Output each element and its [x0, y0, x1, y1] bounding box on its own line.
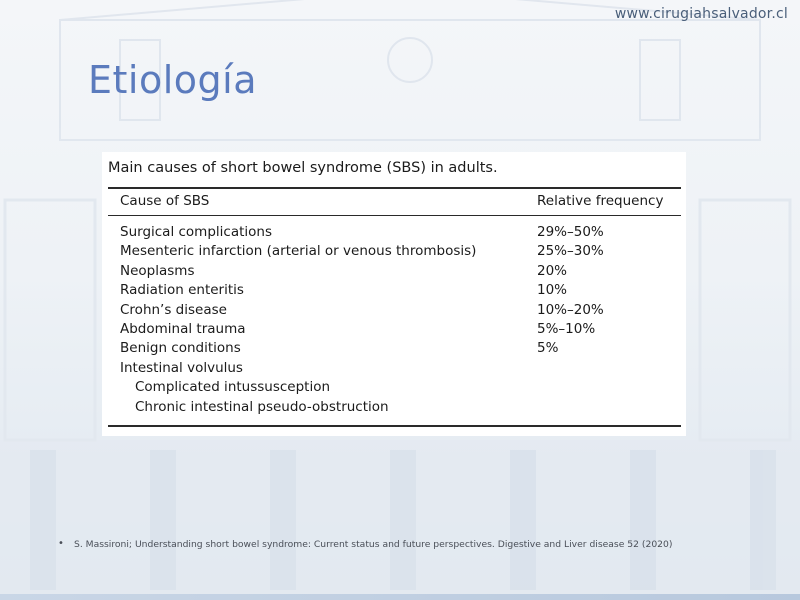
- column-header-cause: Cause of SBS: [120, 193, 210, 209]
- cell-frequency: 10%–20%: [537, 301, 604, 318]
- cell-cause: Radiation enteritis: [120, 282, 244, 299]
- table-row: [102, 224, 686, 243]
- table-row: [102, 321, 686, 340]
- website-url: www.cirugiahsalvador.cl: [614, 6, 788, 22]
- table-bottom-rule: [108, 425, 681, 427]
- table-row: [102, 282, 686, 301]
- cell-cause: Mesenteric infarction (arterial or venous thrombosis): [120, 243, 477, 260]
- cell-cause: Benign conditions: [120, 340, 241, 357]
- bottom-accent-bar: [0, 594, 800, 600]
- cell-cause: Crohn’s disease: [120, 301, 227, 318]
- cell-frequency: 10%: [537, 282, 568, 299]
- column-header-frequency: Relative frequency: [537, 193, 664, 209]
- cell-frequency: 5%–10%: [537, 320, 596, 337]
- table-row: [102, 302, 686, 321]
- table-row: [102, 399, 686, 418]
- reference-footnote: S. Massironi; Understanding short bowel syndrome: Current status and future perspectives. Digestive and Liver disease 52 (2020): [74, 539, 673, 550]
- table-row: [102, 379, 686, 398]
- cell-cause: Complicated intussusception: [135, 379, 331, 396]
- cell-frequency: 29%–50%: [537, 224, 604, 240]
- bullet-icon: •: [58, 538, 64, 549]
- table-row: [102, 360, 686, 379]
- cell-cause: Abdominal trauma: [120, 320, 246, 337]
- cell-frequency: 5%: [537, 340, 559, 357]
- slide-title: Etiología: [88, 58, 257, 102]
- table-top-rule: [108, 187, 681, 189]
- table-row: [102, 263, 686, 282]
- table-header-rule: [108, 215, 681, 216]
- table-body: [102, 224, 686, 418]
- cell-frequency: 20%: [537, 262, 568, 279]
- cell-frequency: 25%–30%: [537, 243, 604, 260]
- cell-cause: Chronic intestinal pseudo-obstruction: [135, 398, 389, 415]
- table-row: [102, 243, 686, 262]
- table-row: [102, 340, 686, 359]
- cell-cause: Neoplasms: [120, 262, 195, 279]
- cell-cause: Surgical complications: [120, 224, 272, 240]
- table-caption: Main causes of short bowel syndrome (SBS) in adults.: [108, 160, 498, 176]
- cell-cause: Intestinal volvulus: [120, 359, 243, 376]
- table-panel: [102, 152, 686, 436]
